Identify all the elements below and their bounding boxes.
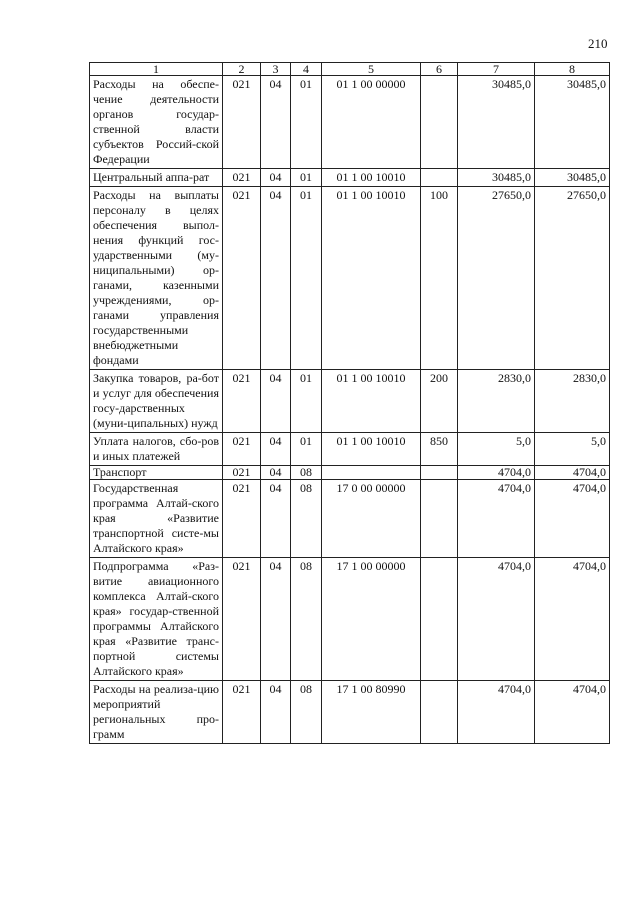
section-code-cell: 04 bbox=[261, 480, 291, 558]
table-row bbox=[90, 558, 610, 681]
amount-cell-8: 30485,0 bbox=[535, 76, 610, 169]
expense-type-cell bbox=[421, 480, 458, 558]
ministry-code-cell: 021 bbox=[223, 558, 261, 681]
amount-cell-7: 2830,0 bbox=[458, 370, 535, 433]
target-article-cell bbox=[322, 466, 421, 480]
ministry-code-cell: 021 bbox=[223, 169, 261, 187]
column-header: 5 bbox=[322, 63, 421, 76]
table-row bbox=[90, 480, 610, 558]
ministry-code-cell: 021 bbox=[223, 433, 261, 466]
subsection-code-cell: 01 bbox=[291, 169, 322, 187]
column-header: 1 bbox=[90, 63, 223, 76]
section-code-cell: 04 bbox=[261, 370, 291, 433]
expense-name-cell: Расходы на выплаты персоналу в целях обеспечения выпол-нения функций гос-ударственными (му-ниципальными) ор-ганами, казенными учреждениями, ор-ганами управления государственными внебюджетными фондами bbox=[90, 187, 223, 370]
expense-name-cell: Закупка товаров, ра-бот и услуг для обеспечения госу-дарственных (муни-ципальных) нужд bbox=[90, 370, 223, 433]
target-article-cell: 17 0 00 00000 bbox=[322, 480, 421, 558]
ministry-code-cell: 021 bbox=[223, 370, 261, 433]
column-header: 4 bbox=[291, 63, 322, 76]
ministry-code-cell: 021 bbox=[223, 187, 261, 370]
table-row bbox=[90, 466, 610, 480]
section-code-cell: 04 bbox=[261, 169, 291, 187]
amount-cell-8: 5,0 bbox=[535, 433, 610, 466]
subsection-code-cell: 08 bbox=[291, 681, 322, 744]
amount-cell-7: 4704,0 bbox=[458, 558, 535, 681]
amount-cell-7: 4704,0 bbox=[458, 681, 535, 744]
amount-cell-7: 5,0 bbox=[458, 433, 535, 466]
section-code-cell: 04 bbox=[261, 681, 291, 744]
column-header: 8 bbox=[535, 63, 610, 76]
table-row bbox=[90, 433, 610, 466]
subsection-code-cell: 01 bbox=[291, 187, 322, 370]
section-code-cell: 04 bbox=[261, 187, 291, 370]
subsection-code-cell: 08 bbox=[291, 480, 322, 558]
amount-cell-8: 4704,0 bbox=[535, 681, 610, 744]
amount-cell-7: 30485,0 bbox=[458, 76, 535, 169]
expense-type-cell: 100 bbox=[421, 187, 458, 370]
amount-cell-8: 4704,0 bbox=[535, 558, 610, 681]
amount-cell-7: 4704,0 bbox=[458, 480, 535, 558]
target-article-cell: 17 1 00 80990 bbox=[322, 681, 421, 744]
expense-name-cell: Уплата налогов, сбо-ров и иных платежей bbox=[90, 433, 223, 466]
ministry-code-cell: 021 bbox=[223, 480, 261, 558]
ministry-code-cell: 021 bbox=[223, 466, 261, 480]
amount-cell-7: 27650,0 bbox=[458, 187, 535, 370]
target-article-cell: 01 1 00 10010 bbox=[322, 187, 421, 370]
subsection-code-cell: 01 bbox=[291, 433, 322, 466]
column-header: 3 bbox=[261, 63, 291, 76]
target-article-cell: 01 1 00 10010 bbox=[322, 169, 421, 187]
section-code-cell: 04 bbox=[261, 558, 291, 681]
amount-cell-8: 30485,0 bbox=[535, 169, 610, 187]
target-article-cell: 01 1 00 10010 bbox=[322, 370, 421, 433]
expense-name-cell: Государственная программа Алтай-ского края «Развитие транспортной систе-мы Алтайского края» bbox=[90, 480, 223, 558]
section-code-cell: 04 bbox=[261, 466, 291, 480]
table-row bbox=[90, 169, 610, 187]
expense-name-cell: Расходы на обеспе-чение деятельности органов государ-ственной власти субъектов Россий-ской Федерации bbox=[90, 76, 223, 169]
ministry-code-cell: 021 bbox=[223, 681, 261, 744]
expense-type-cell bbox=[421, 681, 458, 744]
amount-cell-8: 4704,0 bbox=[535, 466, 610, 480]
amount-cell-7: 30485,0 bbox=[458, 169, 535, 187]
expense-name-cell: Расходы на реализа-цию мероприятий региональных про-грамм bbox=[90, 681, 223, 744]
expense-name-cell: Подпрограмма «Раз-витие авиационного комплекса Алтай-ского края» государ-ственной программы Алтайского края «Развитие транс-портной системы Алтайского края» bbox=[90, 558, 223, 681]
page-number: 210 bbox=[588, 36, 608, 51]
expense-type-cell bbox=[421, 169, 458, 187]
expense-type-cell: 850 bbox=[421, 433, 458, 466]
section-code-cell: 04 bbox=[261, 433, 291, 466]
table-row bbox=[90, 187, 610, 370]
expense-name-cell: Транспорт bbox=[90, 466, 223, 480]
table-header-row bbox=[90, 63, 610, 76]
budget-table bbox=[89, 62, 610, 744]
table-row bbox=[90, 76, 610, 169]
table-row bbox=[90, 681, 610, 744]
table-row bbox=[90, 370, 610, 433]
expense-type-cell: 200 bbox=[421, 370, 458, 433]
amount-cell-8: 4704,0 bbox=[535, 480, 610, 558]
section-code-cell: 04 bbox=[261, 76, 291, 169]
column-header: 7 bbox=[458, 63, 535, 76]
subsection-code-cell: 01 bbox=[291, 76, 322, 169]
expense-type-cell bbox=[421, 76, 458, 169]
target-article-cell: 01 1 00 10010 bbox=[322, 433, 421, 466]
column-header: 2 bbox=[223, 63, 261, 76]
expense-type-cell bbox=[421, 466, 458, 480]
expense-type-cell bbox=[421, 558, 458, 681]
subsection-code-cell: 01 bbox=[291, 370, 322, 433]
subsection-code-cell: 08 bbox=[291, 466, 322, 480]
target-article-cell: 17 1 00 00000 bbox=[322, 558, 421, 681]
ministry-code-cell: 021 bbox=[223, 76, 261, 169]
amount-cell-8: 27650,0 bbox=[535, 187, 610, 370]
expense-name-cell: Центральный аппа-рат bbox=[90, 169, 223, 187]
amount-cell-8: 2830,0 bbox=[535, 370, 610, 433]
column-header: 6 bbox=[421, 63, 458, 76]
amount-cell-7: 4704,0 bbox=[458, 466, 535, 480]
target-article-cell: 01 1 00 00000 bbox=[322, 76, 421, 169]
subsection-code-cell: 08 bbox=[291, 558, 322, 681]
